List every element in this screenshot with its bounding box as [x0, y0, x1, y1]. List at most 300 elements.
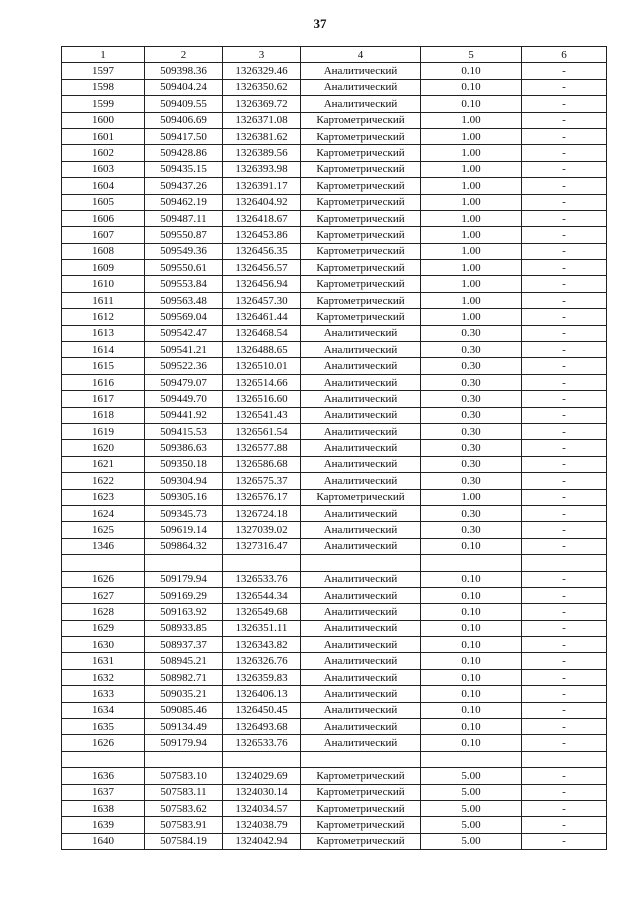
accuracy-cell: 1.00	[421, 112, 522, 128]
point-number-cell: 1617	[62, 391, 145, 407]
table-row	[62, 800, 607, 816]
accuracy-cell: 1.00	[421, 161, 522, 177]
point-number-cell: 1618	[62, 407, 145, 423]
method-cell: Картометрический	[301, 145, 421, 161]
x-coordinate-cell: 509406.69	[145, 112, 223, 128]
x-coordinate-cell: 509563.48	[145, 292, 223, 308]
note-cell: -	[522, 391, 607, 407]
y-coordinate-cell: 1326391.17	[223, 178, 301, 194]
note-cell: -	[522, 653, 607, 669]
note-cell: -	[522, 620, 607, 636]
y-coordinate-cell: 1326468.54	[223, 325, 301, 341]
method-cell: Аналитический	[301, 358, 421, 374]
table-row	[62, 79, 607, 95]
y-coordinate-cell: 1324034.57	[223, 800, 301, 816]
accuracy-cell: 0.10	[421, 538, 522, 554]
table-row	[62, 686, 607, 702]
table-row	[62, 653, 607, 669]
accuracy-cell	[421, 555, 522, 571]
note-cell: -	[522, 79, 607, 95]
table-row	[62, 407, 607, 423]
table-row	[62, 423, 607, 439]
x-coordinate-cell: 509163.92	[145, 604, 223, 620]
column-header: 5	[421, 47, 522, 63]
x-coordinate-cell: 507583.91	[145, 817, 223, 833]
note-cell: -	[522, 735, 607, 751]
note-cell: -	[522, 342, 607, 358]
x-coordinate-cell: 509350.18	[145, 456, 223, 472]
note-cell: -	[522, 309, 607, 325]
point-number-cell: 1605	[62, 194, 145, 210]
table-row	[62, 96, 607, 112]
y-coordinate-cell: 1326575.37	[223, 473, 301, 489]
accuracy-cell: 0.10	[421, 571, 522, 587]
y-coordinate-cell: 1326350.62	[223, 79, 301, 95]
note-cell: -	[522, 407, 607, 423]
note-cell: -	[522, 637, 607, 653]
accuracy-cell: 0.10	[421, 604, 522, 620]
y-coordinate-cell: 1326351.11	[223, 620, 301, 636]
y-coordinate-cell: 1326533.76	[223, 735, 301, 751]
accuracy-cell: 5.00	[421, 784, 522, 800]
y-coordinate-cell: 1326418.67	[223, 210, 301, 226]
note-cell: -	[522, 538, 607, 554]
y-coordinate-cell: 1326533.76	[223, 571, 301, 587]
note-cell: -	[522, 456, 607, 472]
method-cell: Картометрический	[301, 784, 421, 800]
note-cell: -	[522, 489, 607, 505]
note-cell: -	[522, 227, 607, 243]
note-cell: -	[522, 145, 607, 161]
note-cell: -	[522, 833, 607, 849]
note-cell: -	[522, 358, 607, 374]
method-cell: Картометрический	[301, 128, 421, 144]
method-cell: Аналитический	[301, 325, 421, 341]
note-cell: -	[522, 325, 607, 341]
table-row	[62, 243, 607, 259]
x-coordinate-cell: 507583.62	[145, 800, 223, 816]
x-coordinate-cell: 509169.29	[145, 587, 223, 603]
table-row	[62, 768, 607, 784]
point-number-cell: 1620	[62, 440, 145, 456]
point-number-cell: 1623	[62, 489, 145, 505]
accuracy-cell: 0.10	[421, 669, 522, 685]
point-number-cell: 1603	[62, 161, 145, 177]
method-cell: Картометрический	[301, 260, 421, 276]
point-number-cell: 1600	[62, 112, 145, 128]
x-coordinate-cell: 508945.21	[145, 653, 223, 669]
y-coordinate-cell: 1324030.14	[223, 784, 301, 800]
table-row	[62, 669, 607, 685]
method-cell: Аналитический	[301, 587, 421, 603]
method-cell: Аналитический	[301, 407, 421, 423]
x-coordinate-cell: 509304.94	[145, 473, 223, 489]
method-cell: Аналитический	[301, 96, 421, 112]
method-cell: Картометрический	[301, 489, 421, 505]
note-cell: -	[522, 243, 607, 259]
accuracy-cell: 0.30	[421, 374, 522, 390]
x-coordinate-cell: 509553.84	[145, 276, 223, 292]
table-row	[62, 735, 607, 751]
accuracy-cell: 1.00	[421, 227, 522, 243]
y-coordinate-cell: 1324029.69	[223, 768, 301, 784]
note-cell: -	[522, 587, 607, 603]
note-cell: -	[522, 784, 607, 800]
table-row	[62, 358, 607, 374]
note-cell: -	[522, 260, 607, 276]
x-coordinate-cell: 509404.24	[145, 79, 223, 95]
method-cell: Картометрический	[301, 194, 421, 210]
x-coordinate-cell: 508933.85	[145, 620, 223, 636]
note-cell	[522, 751, 607, 767]
x-coordinate-cell: 509550.61	[145, 260, 223, 276]
x-coordinate-cell: 507583.10	[145, 768, 223, 784]
table-row	[62, 178, 607, 194]
accuracy-cell: 0.30	[421, 505, 522, 521]
accuracy-cell: 1.00	[421, 260, 522, 276]
accuracy-cell: 0.30	[421, 358, 522, 374]
method-cell: Аналитический	[301, 391, 421, 407]
note-cell: -	[522, 571, 607, 587]
accuracy-cell: 0.30	[421, 522, 522, 538]
y-coordinate-cell: 1326381.62	[223, 128, 301, 144]
method-cell: Картометрический	[301, 178, 421, 194]
note-cell: -	[522, 276, 607, 292]
accuracy-cell: 0.10	[421, 620, 522, 636]
accuracy-cell: 0.30	[421, 473, 522, 489]
accuracy-cell: 1.00	[421, 194, 522, 210]
point-number-cell: 1630	[62, 637, 145, 653]
accuracy-cell: 0.30	[421, 456, 522, 472]
table-row	[62, 702, 607, 718]
accuracy-cell: 0.10	[421, 702, 522, 718]
y-coordinate-cell: 1326544.34	[223, 587, 301, 603]
table-row	[62, 440, 607, 456]
table-row-blank	[62, 555, 607, 571]
accuracy-cell: 1.00	[421, 145, 522, 161]
table-row	[62, 63, 607, 79]
point-number-cell: 1599	[62, 96, 145, 112]
point-number-cell: 1613	[62, 325, 145, 341]
y-coordinate-cell: 1326393.98	[223, 161, 301, 177]
table-row	[62, 604, 607, 620]
x-coordinate-cell: 509386.63	[145, 440, 223, 456]
note-cell: -	[522, 63, 607, 79]
table-row	[62, 833, 607, 849]
table-row	[62, 456, 607, 472]
y-coordinate-cell: 1326493.68	[223, 719, 301, 735]
point-number-cell: 1638	[62, 800, 145, 816]
x-coordinate-cell: 508982.71	[145, 669, 223, 685]
method-cell: Аналитический	[301, 342, 421, 358]
table-row	[62, 620, 607, 636]
table-row	[62, 587, 607, 603]
x-coordinate-cell: 509441.92	[145, 407, 223, 423]
method-cell: Картометрический	[301, 768, 421, 784]
point-number-cell: 1639	[62, 817, 145, 833]
y-coordinate-cell: 1326586.68	[223, 456, 301, 472]
point-number-cell: 1629	[62, 620, 145, 636]
table-row	[62, 292, 607, 308]
accuracy-cell: 0.30	[421, 325, 522, 341]
x-coordinate-cell: 509345.73	[145, 505, 223, 521]
method-cell: Картометрический	[301, 161, 421, 177]
point-number-cell: 1636	[62, 768, 145, 784]
x-coordinate-cell: 509542.47	[145, 325, 223, 341]
note-cell: -	[522, 194, 607, 210]
method-cell: Картометрический	[301, 227, 421, 243]
table-header-row	[62, 47, 607, 63]
method-cell: Картометрический	[301, 800, 421, 816]
point-number-cell: 1632	[62, 669, 145, 685]
note-cell: -	[522, 210, 607, 226]
point-number-cell: 1633	[62, 686, 145, 702]
accuracy-cell: 0.30	[421, 407, 522, 423]
y-coordinate-cell: 1326456.35	[223, 243, 301, 259]
point-number-cell: 1616	[62, 374, 145, 390]
y-coordinate-cell: 1326371.08	[223, 112, 301, 128]
method-cell	[301, 751, 421, 767]
method-cell: Картометрический	[301, 210, 421, 226]
y-coordinate-cell: 1326369.72	[223, 96, 301, 112]
method-cell: Аналитический	[301, 719, 421, 735]
note-cell: -	[522, 719, 607, 735]
table-row	[62, 391, 607, 407]
method-cell: Аналитический	[301, 604, 421, 620]
x-coordinate-cell: 507584.19	[145, 833, 223, 849]
point-number-cell: 1635	[62, 719, 145, 735]
method-cell: Аналитический	[301, 571, 421, 587]
point-number-cell	[62, 555, 145, 571]
table-row	[62, 817, 607, 833]
table-row	[62, 227, 607, 243]
point-number-cell: 1634	[62, 702, 145, 718]
point-number-cell: 1606	[62, 210, 145, 226]
note-cell: -	[522, 112, 607, 128]
table-row	[62, 505, 607, 521]
y-coordinate-cell: 1326343.82	[223, 637, 301, 653]
accuracy-cell: 0.10	[421, 735, 522, 751]
method-cell: Картометрический	[301, 243, 421, 259]
y-coordinate-cell: 1326326.76	[223, 653, 301, 669]
y-coordinate-cell: 1326576.17	[223, 489, 301, 505]
accuracy-cell: 0.10	[421, 637, 522, 653]
point-number-cell: 1628	[62, 604, 145, 620]
method-cell: Картометрический	[301, 292, 421, 308]
x-coordinate-cell: 509479.07	[145, 374, 223, 390]
method-cell: Аналитический	[301, 456, 421, 472]
accuracy-cell: 0.10	[421, 63, 522, 79]
method-cell: Аналитический	[301, 620, 421, 636]
point-number-cell: 1624	[62, 505, 145, 521]
accuracy-cell	[421, 751, 522, 767]
y-coordinate-cell: 1326514.66	[223, 374, 301, 390]
method-cell: Картометрический	[301, 817, 421, 833]
method-cell: Аналитический	[301, 423, 421, 439]
table-row	[62, 112, 607, 128]
y-coordinate-cell: 1326577.88	[223, 440, 301, 456]
x-coordinate-cell: 509550.87	[145, 227, 223, 243]
y-coordinate-cell: 1326549.68	[223, 604, 301, 620]
point-number-cell: 1637	[62, 784, 145, 800]
column-header: 4	[301, 47, 421, 63]
accuracy-cell: 0.10	[421, 686, 522, 702]
y-coordinate-cell: 1326389.56	[223, 145, 301, 161]
x-coordinate-cell: 509134.49	[145, 719, 223, 735]
method-cell: Картометрический	[301, 112, 421, 128]
page-number: 37	[313, 16, 327, 31]
note-cell: -	[522, 522, 607, 538]
y-coordinate-cell: 1326456.94	[223, 276, 301, 292]
table-row	[62, 342, 607, 358]
x-coordinate-cell: 509569.04	[145, 309, 223, 325]
column-header: 1	[62, 47, 145, 63]
point-number-cell: 1604	[62, 178, 145, 194]
note-cell: -	[522, 178, 607, 194]
point-number-cell: 1622	[62, 473, 145, 489]
column-header: 2	[145, 47, 223, 63]
point-number-cell: 1597	[62, 63, 145, 79]
table-row	[62, 571, 607, 587]
note-cell: -	[522, 604, 607, 620]
method-cell: Аналитический	[301, 505, 421, 521]
accuracy-cell: 0.30	[421, 440, 522, 456]
accuracy-cell: 0.10	[421, 719, 522, 735]
x-coordinate-cell: 509864.32	[145, 538, 223, 554]
point-number-cell: 1611	[62, 292, 145, 308]
column-header: 6	[522, 47, 607, 63]
y-coordinate-cell: 1326516.60	[223, 391, 301, 407]
y-coordinate-cell	[223, 555, 301, 571]
y-coordinate-cell: 1326724.18	[223, 505, 301, 521]
y-coordinate-cell: 1324038.79	[223, 817, 301, 833]
table-row	[62, 325, 607, 341]
note-cell: -	[522, 423, 607, 439]
x-coordinate-cell: 509035.21	[145, 686, 223, 702]
method-cell: Аналитический	[301, 653, 421, 669]
x-coordinate-cell: 509437.26	[145, 178, 223, 194]
y-coordinate-cell: 1326488.65	[223, 342, 301, 358]
table-row	[62, 538, 607, 554]
accuracy-cell: 1.00	[421, 276, 522, 292]
x-coordinate-cell: 509409.55	[145, 96, 223, 112]
x-coordinate-cell: 509549.36	[145, 243, 223, 259]
x-coordinate-cell: 509619.14	[145, 522, 223, 538]
accuracy-cell: 5.00	[421, 768, 522, 784]
y-coordinate-cell: 1326329.46	[223, 63, 301, 79]
method-cell	[301, 555, 421, 571]
point-number-cell: 1609	[62, 260, 145, 276]
note-cell: -	[522, 96, 607, 112]
x-coordinate-cell: 509462.19	[145, 194, 223, 210]
accuracy-cell: 1.00	[421, 128, 522, 144]
point-number-cell: 1602	[62, 145, 145, 161]
accuracy-cell: 0.30	[421, 342, 522, 358]
x-coordinate-cell: 507583.11	[145, 784, 223, 800]
method-cell: Аналитический	[301, 522, 421, 538]
x-coordinate-cell: 509417.50	[145, 128, 223, 144]
note-cell: -	[522, 817, 607, 833]
point-number-cell: 1608	[62, 243, 145, 259]
table-row-blank	[62, 751, 607, 767]
y-coordinate-cell: 1327316.47	[223, 538, 301, 554]
method-cell: Аналитический	[301, 473, 421, 489]
accuracy-cell: 1.00	[421, 292, 522, 308]
method-cell: Аналитический	[301, 735, 421, 751]
accuracy-cell: 1.00	[421, 489, 522, 505]
y-coordinate-cell: 1326461.44	[223, 309, 301, 325]
table-row	[62, 522, 607, 538]
point-number-cell: 1631	[62, 653, 145, 669]
accuracy-cell: 0.30	[421, 391, 522, 407]
y-coordinate-cell: 1326456.57	[223, 260, 301, 276]
note-cell: -	[522, 505, 607, 521]
x-coordinate-cell: 509522.36	[145, 358, 223, 374]
x-coordinate-cell: 509435.15	[145, 161, 223, 177]
point-number-cell: 1598	[62, 79, 145, 95]
point-number-cell: 1626	[62, 735, 145, 751]
method-cell: Аналитический	[301, 669, 421, 685]
point-number-cell: 1346	[62, 538, 145, 554]
y-coordinate-cell: 1326404.92	[223, 194, 301, 210]
accuracy-cell: 1.00	[421, 309, 522, 325]
point-number-cell: 1607	[62, 227, 145, 243]
y-coordinate-cell	[223, 751, 301, 767]
y-coordinate-cell: 1326541.43	[223, 407, 301, 423]
x-coordinate-cell: 509428.86	[145, 145, 223, 161]
table-row	[62, 210, 607, 226]
accuracy-cell: 1.00	[421, 210, 522, 226]
y-coordinate-cell: 1326561.54	[223, 423, 301, 439]
method-cell: Аналитический	[301, 374, 421, 390]
point-number-cell: 1619	[62, 423, 145, 439]
y-coordinate-cell: 1326450.45	[223, 702, 301, 718]
method-cell: Картометрический	[301, 309, 421, 325]
x-coordinate-cell: 509415.53	[145, 423, 223, 439]
y-coordinate-cell: 1326406.13	[223, 686, 301, 702]
x-coordinate-cell: 509179.94	[145, 571, 223, 587]
table-row	[62, 145, 607, 161]
table-row	[62, 194, 607, 210]
accuracy-cell: 5.00	[421, 800, 522, 816]
table-row	[62, 374, 607, 390]
x-coordinate-cell: 509179.94	[145, 735, 223, 751]
accuracy-cell: 0.10	[421, 587, 522, 603]
x-coordinate-cell: 509541.21	[145, 342, 223, 358]
x-coordinate-cell: 509398.36	[145, 63, 223, 79]
table-row	[62, 276, 607, 292]
accuracy-cell: 5.00	[421, 817, 522, 833]
note-cell: -	[522, 128, 607, 144]
note-cell	[522, 555, 607, 571]
point-number-cell: 1627	[62, 587, 145, 603]
accuracy-cell: 5.00	[421, 833, 522, 849]
point-number-cell: 1615	[62, 358, 145, 374]
accuracy-cell: 0.30	[421, 423, 522, 439]
table-row	[62, 637, 607, 653]
y-coordinate-cell: 1324042.94	[223, 833, 301, 849]
table-row	[62, 473, 607, 489]
method-cell: Аналитический	[301, 538, 421, 554]
note-cell: -	[522, 473, 607, 489]
table-body	[62, 63, 607, 850]
table-row	[62, 489, 607, 505]
point-number-cell: 1621	[62, 456, 145, 472]
accuracy-cell: 0.10	[421, 96, 522, 112]
point-number-cell	[62, 751, 145, 767]
point-number-cell: 1614	[62, 342, 145, 358]
x-coordinate-cell	[145, 555, 223, 571]
